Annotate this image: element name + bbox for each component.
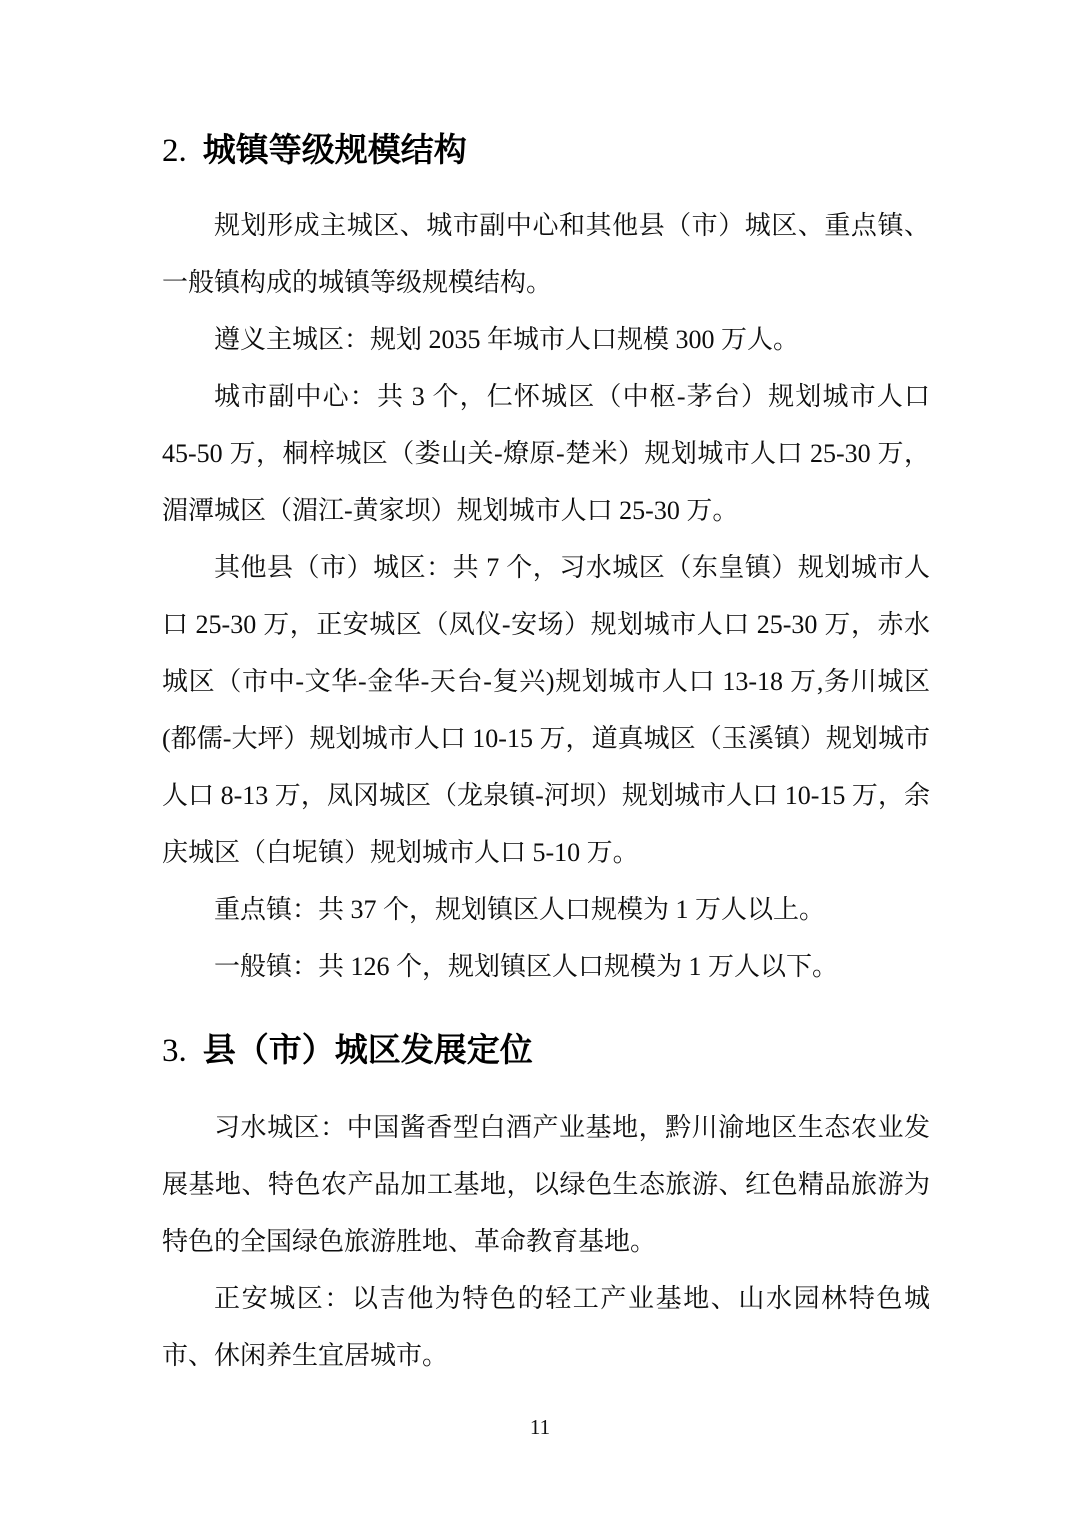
paragraph: 重点镇：共 37 个，规划镇区人口规模为 1 万人以上。 xyxy=(214,895,826,924)
section-county-positioning xyxy=(162,1026,930,1384)
paragraph: 正安城区：以吉他为特色的轻工产业基地、山水园林特色城市、休闲养生宜居城市。 xyxy=(162,1284,930,1370)
paragraph: 规划形成主城区、城市副中心和其他县（市）城区、重点镇、一般镇构成的城镇等级规模结构。 xyxy=(162,211,930,297)
page-footer xyxy=(0,1417,1080,1439)
section-number: 2. xyxy=(162,133,187,169)
section-title: 县（市）城区发展定位 xyxy=(202,1031,533,1068)
section-number: 3. xyxy=(162,1033,187,1069)
paragraph: 一般镇：共 126 个，规划镇区人口规模为 1 万人以下。 xyxy=(214,952,839,981)
section-heading xyxy=(162,126,930,175)
paragraph: 遵义主城区：规划 2035 年城市人口规模 300 万人。 xyxy=(214,325,800,354)
paragraph: 习水城区：中国酱香型白酒产业基地，黔川渝地区生态农业发展基地、特色农产品加工基地，以绿色生态旅游、红色精品旅游为特色的全国绿色旅游胜地、革命教育基地。 xyxy=(162,1113,930,1256)
paragraph: 城市副中心：共 3 个，仁怀城区（中枢-茅台）规划城市人口 45-50 万，桐梓城区（娄山关-燎原-楚米）规划城市人口 25-30 万，湄潭城区（湄江-黄家坝）规划城市人口 25-30 万。 xyxy=(162,382,930,525)
paragraph: 其他县（市）城区：共 7 个，习水城区（东皇镇）规划城市人口 25-30 万，正安城区（凤仪-安场）规划城市人口 25-30 万，赤水城区（市中-文华-金华-天台-复兴)规划城市人口 13-18 万,务川城区(都儒-大坪）规划城市人口 10-15 万，道真城区（玉溪镇）规划城市人口 8-13 万，凤冈城区（龙泉镇-河坝）规划城市人口 10-15 万，余庆城区（白坭镇）规划城市人口 5-10 万。 xyxy=(162,553,930,867)
section-heading xyxy=(162,1026,930,1075)
page-number: 11 xyxy=(529,1415,551,1439)
section-title: 城镇等级规模结构 xyxy=(202,131,467,168)
section-town-hierarchy xyxy=(162,126,930,995)
